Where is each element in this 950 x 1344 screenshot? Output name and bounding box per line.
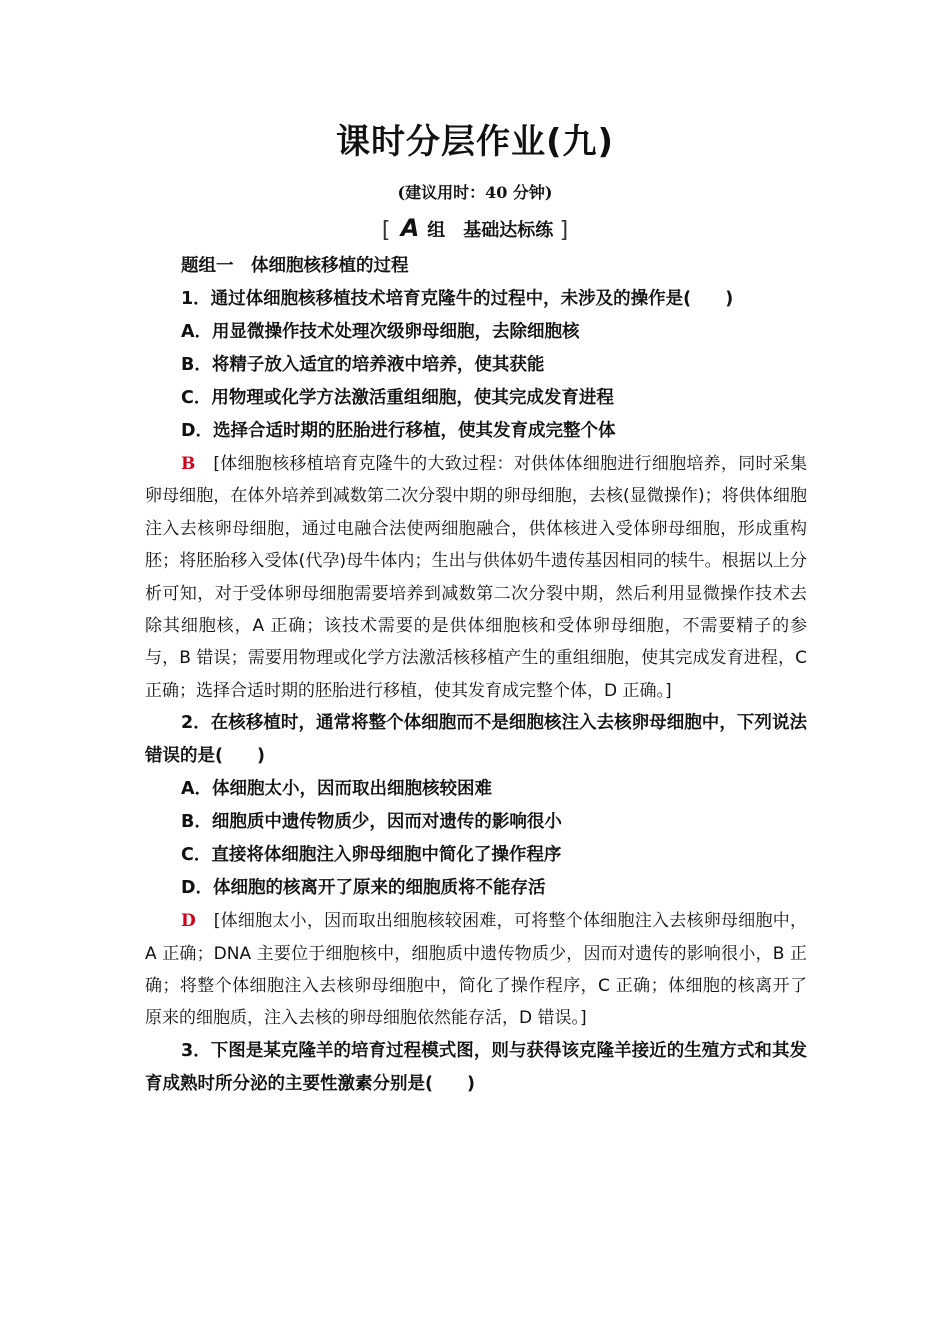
question-2-option-d: D．体细胞的核离开了原来的细胞质将不能存活 bbox=[181, 878, 546, 899]
question-1-answer-letter: B bbox=[181, 454, 196, 474]
question-1-option-b: B．将精子放入适宜的培养液中培养，使其获能 bbox=[181, 355, 545, 375]
question-1-option-a: A．用显微操作技术处理次级卵母细胞，去除细胞核 bbox=[181, 322, 580, 342]
question-1-paren: ) bbox=[725, 289, 734, 309]
time-suggestion: (建议用时：40 分钟) bbox=[397, 183, 553, 202]
bracket-close: ] bbox=[559, 218, 569, 243]
question-1-option-d: D．选择合适时期的胚胎进行移植，使其发育成完整个体 bbox=[181, 421, 616, 441]
question-2-option-a: A．体细胞太小，因而取出细胞核较困难 bbox=[181, 779, 493, 800]
bracket-open: [ bbox=[381, 218, 391, 243]
group-heading bbox=[0, 214, 950, 243]
group-letter: A bbox=[400, 214, 420, 242]
question-1-text: 1．通过体细胞核移植技术培育克隆牛的过程中，未涉及的操作是( bbox=[181, 289, 692, 309]
question-1-stem bbox=[145, 283, 807, 316]
question-2-option-c: C．直接将体细胞注入卵母细胞中简化了操作程序 bbox=[181, 845, 562, 866]
topic-heading: 题组一 体细胞核移植的过程 bbox=[181, 256, 409, 276]
page-title: 课时分层作业(九) bbox=[335, 122, 615, 162]
question-1-answer bbox=[145, 448, 807, 707]
question-3-paren: ) bbox=[467, 1073, 475, 1094]
group-label: 组 基础达标练 bbox=[427, 220, 554, 241]
question-1-explanation: [体细胞核移植培育克隆牛的大致过程：对供体体细胞进行细胞培养，同时采集卵母细胞，在体外培养到减数第二次分裂中期的卵母细胞，去核(显微操作)；将供体细胞注入去核卵母细胞，通过电融合法使两细胞融合，供体核进入受体卵母细胞，形成重构胚；将胚胎移入受体(代孕)母牛体内；生出与供体奶牛遗传基因相同的犊牛。根据以上分析可知，对于受体卵母细胞需要培养到减数第二次分裂中期，然后利用显微操作技术去除其细胞核，A 正确；该技术需要的是供体细胞核和受体卵母细胞，不需要精子的参与，B 错误；需要用物理或化学方法激活核移植产生的重组细胞，使其完成发育进程，C 正确；选择合适时期的胚胎进行移植，使其发育成完整个体，D 正确。] bbox=[145, 454, 807, 701]
question-1-option-c: C．用物理或化学方法激活重组细胞，使其完成发育进程 bbox=[181, 388, 614, 408]
question-2-answer bbox=[145, 905, 807, 1035]
question-2-text: 2．在核移植时，通常将整个体细胞而不是细胞核注入去核卵母细胞中，下列说法错误的是( bbox=[145, 713, 807, 767]
question-3-stem bbox=[145, 1035, 807, 1101]
question-content bbox=[145, 250, 807, 1101]
question-3-text: 3．下图是某克隆羊的培育过程模式图，则与获得该克隆羊接近的生殖方式和其发育成熟时所分泌的主要性激素分别是( bbox=[145, 1040, 807, 1094]
question-2-answer-letter: D bbox=[181, 911, 196, 932]
question-2-paren: ) bbox=[257, 746, 265, 767]
question-2-option-b: B．细胞质中遗传物质少，因而对遗传的影响很小 bbox=[181, 812, 562, 833]
question-2-explanation: [体细胞太小，因而取出细胞核较困难，可将整个体细胞注入去核卵母细胞中，A 正确；DNA 主要位于细胞核中，细胞质中遗传物质少，因而对遗传的影响很小，B 正确；将整个体细胞注入去核卵母细胞中，简化了操作程序，C 正确；体细胞的核离开了原来的细胞质，注入去核的卵母细胞依然能存活，D 错误。] bbox=[145, 911, 807, 1029]
question-2-stem bbox=[145, 707, 807, 773]
